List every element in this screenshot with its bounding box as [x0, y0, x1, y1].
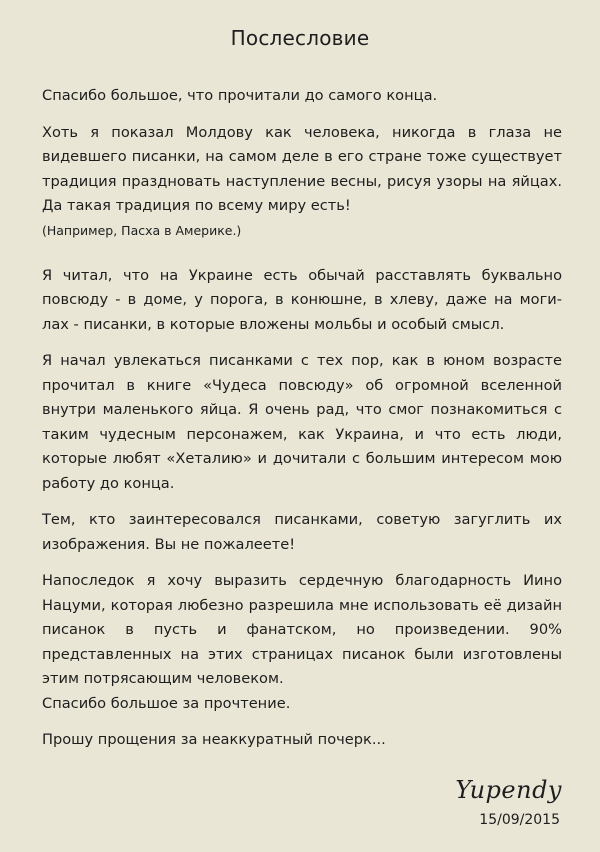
- signature-date: 15/09/2015: [479, 812, 560, 828]
- afterword-body: [42, 84, 562, 765]
- paragraph-ukraine: Я читал, что на Украине есть обычай расставлять буквально повсюду - в доме, у порога, в конюшне, в хлеву, даже на моги- лах - писанки, в которые вложены мольбы и особый смысл.: [42, 266, 562, 333]
- paragraph-moldova-text: Хоть я показал Молдову как человека, никогда в глаза не видевшего писанки, на самом деле в его стране тоже существует традиция праздновать наступление весны, рисуя узоры на яйцах. Да такая традиция по всему миру есть!: [42, 123, 562, 214]
- spacer: [42, 242, 562, 264]
- author-signature: Yupendy: [455, 776, 562, 804]
- paragraph-thanks: Спасибо большое, что прочитали до самого конца.: [42, 87, 438, 104]
- paragraph-gratitude: Напоследок я хочу выразить сердечную благодарность Иино Нацуми, которая любезно разрешила мне использовать её дизайн писанок в пусть и фанатском, но произведении. 90% представленных на этих страницах писанок были изготовлены этим потрясающим человеком.: [42, 572, 562, 687]
- page-title: Послесловие: [230, 26, 370, 50]
- paragraph-moldova-note: (Например, Пасха в Америке.): [42, 222, 242, 238]
- paragraph-thanks-reading: Спасибо большое за прочтение.: [42, 694, 291, 712]
- paragraph-moldova: [42, 121, 562, 242]
- paragraph-advice: Тем, кто заинтересовался писанками, советую загуглить их изображения. Вы не пожалеете!: [42, 511, 562, 553]
- paragraph-apology: Прошу прощения за неаккуратный почерк...: [42, 731, 386, 748]
- paragraph-pysanky-interest: Я начал увлекаться писанками с тех пор, как в юном возрасте прочитал в книге «Чудеса повсюду» об огромной вселенной внутри маленького яйца. Я очень рад, что смог познакомиться с таким чудесным персонажем, как Украина, и что есть люди, которые любят «Хеталию» и дочитали с большим интересом мою работу до конца.: [42, 352, 562, 492]
